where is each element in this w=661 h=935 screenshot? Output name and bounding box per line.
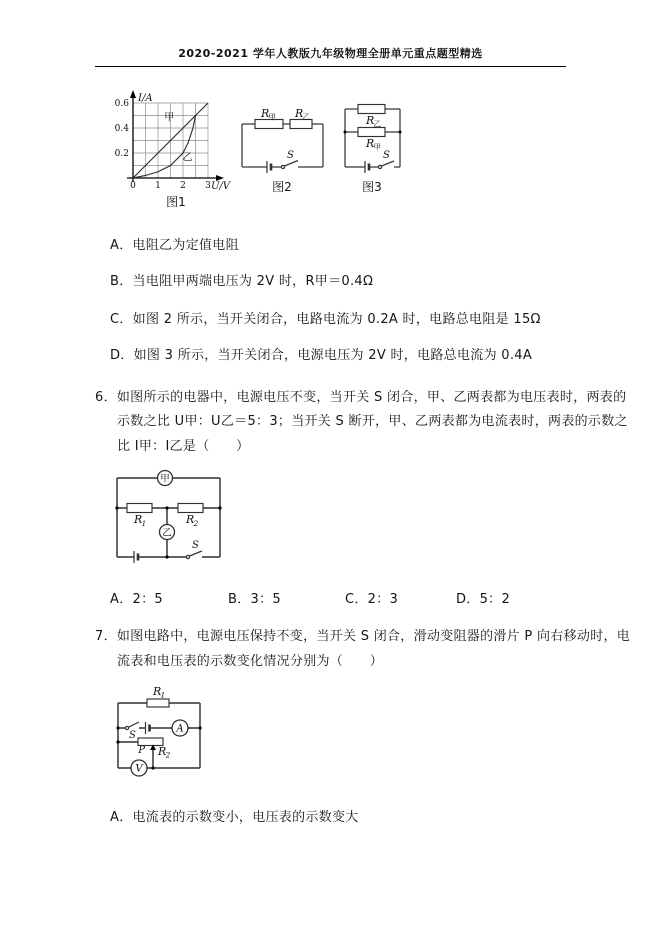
- resistor-r1: [147, 699, 169, 707]
- junction-dot: [116, 726, 119, 729]
- meter-yi-label: 乙: [162, 527, 172, 539]
- q7-option-a: A．电流表的示数变小，电压表的示数变大: [110, 810, 359, 825]
- junction-dot: [344, 131, 347, 134]
- switch-blade: [285, 161, 299, 167]
- q6-option-b: B．3：5: [228, 592, 281, 607]
- figure2-circuit: [238, 93, 338, 197]
- switch-blade: [129, 722, 140, 727]
- q6-text-line-1: 6．如图所示的电器中，电源电压不变，当开关 S 闭合，甲、乙两表都为电压表时，两表的: [95, 390, 627, 405]
- resistor-label-base: R: [186, 513, 195, 526]
- header-rule: [95, 66, 566, 67]
- chart-plot-area: [115, 90, 232, 192]
- slider-label: P: [138, 745, 145, 756]
- figure1-caption: 图1: [166, 195, 186, 209]
- switch-pivot: [186, 555, 189, 558]
- resistor-label-sub: 甲: [373, 142, 381, 152]
- junction-dot: [151, 766, 154, 769]
- q5-option-b: B．当电阻甲两端电压为 2V 时，R甲＝0.4Ω: [110, 274, 374, 289]
- q6-text-line-2: 示数之比 U甲：U乙＝5：3；当开关 S 断开，甲、乙两表都为电流表时，两表的示数之: [117, 414, 628, 429]
- resistor-r1: [127, 504, 152, 513]
- q7-text-line-1: 7．如图电路中，电源电压保持不变，当开关 S 闭合，滑动变阻器的滑片 P 向右移动时，电: [95, 629, 631, 644]
- switch-blade: [382, 161, 395, 166]
- switch-pivot: [378, 165, 381, 168]
- resistor-label-sub: 2: [193, 519, 199, 528]
- resistor-label-sub: 1: [141, 519, 147, 528]
- junction-dot: [399, 131, 402, 134]
- q6-option-d: D．5：2: [456, 592, 511, 607]
- switch-label: S: [287, 150, 294, 161]
- resistor-label-base: R: [261, 107, 270, 120]
- resistor-label-sub: 2: [165, 750, 171, 760]
- svg-text:0.2: 0.2: [114, 149, 129, 159]
- resistor-mid: [358, 128, 385, 137]
- svg-text:甲: 甲: [164, 112, 175, 124]
- resistor-top: [358, 105, 385, 114]
- q6-text-line-3: 比 I甲：I乙是（ ）: [117, 439, 250, 454]
- switch-label: S: [383, 150, 390, 161]
- ammeter-label: A: [176, 723, 184, 735]
- junction-dot: [116, 740, 119, 743]
- q5-option-c: C．如图 2 所示，当开关闭合，电路电流为 0.2A 时，电路总电阻是 15Ω: [110, 312, 541, 327]
- junction-dot: [218, 506, 221, 509]
- svg-text:1: 1: [155, 181, 161, 191]
- svg-text:2: 2: [180, 181, 186, 191]
- q7-text-line-2: 流表和电压表的示数变化情况分别为（ ）: [117, 654, 384, 669]
- resistor-label-sub: 甲: [268, 112, 276, 122]
- resistor-label-sub: 乙: [373, 119, 381, 129]
- junction-dot: [165, 506, 168, 509]
- switch-label: S: [129, 730, 136, 741]
- resistor-label-base: R: [295, 107, 304, 120]
- junction-dot: [198, 726, 201, 729]
- junction-dot: [115, 506, 118, 509]
- resistor-r2: [178, 504, 203, 513]
- svg-text:0.4: 0.4: [114, 124, 129, 134]
- resistor-label-sub: 乙: [302, 112, 310, 122]
- meter-jia-label: 甲: [160, 473, 170, 485]
- svg-text:0.6: 0.6: [114, 99, 129, 109]
- q6-option-c: C．2：3: [345, 592, 399, 607]
- resistor-label-base: R: [158, 745, 167, 758]
- resistor-label-base: R: [366, 137, 375, 150]
- resistor-label-base: R: [134, 513, 143, 526]
- q6-option-a: A．2：5: [110, 592, 163, 607]
- figure1-chart: [99, 84, 233, 212]
- svg-text:3: 3: [205, 181, 211, 191]
- resistor-label-base: R: [366, 114, 375, 127]
- q7-circuit: [103, 683, 218, 798]
- resistor-label-sub: 1: [160, 690, 166, 700]
- q5-option-d: D．如图 3 所示，当开关闭合，电源电压为 2V 时，电路总电流为 0.4A: [110, 348, 533, 363]
- switch-blade: [190, 551, 203, 556]
- svg-text:U/V: U/V: [211, 181, 231, 192]
- switch-label: S: [192, 540, 199, 551]
- document-title: 2020-2021 学年人教版九年级物理全册单元重点题型精选: [178, 47, 483, 60]
- figure3-circuit: [340, 90, 415, 200]
- switch-pivot: [281, 165, 284, 168]
- figure3-caption: 图3: [362, 180, 382, 194]
- voltmeter-label: V: [135, 763, 143, 775]
- svg-text:I/A: I/A: [138, 93, 153, 104]
- svg-text:乙: 乙: [182, 152, 193, 164]
- q5-option-a: A．电阻乙为定值电阻: [110, 238, 239, 253]
- junction-dot: [165, 555, 168, 558]
- svg-text:0: 0: [130, 181, 136, 191]
- figure2-caption: 图2: [272, 180, 292, 194]
- q6-circuit: [110, 470, 228, 570]
- resistor-label-base: R: [153, 685, 162, 698]
